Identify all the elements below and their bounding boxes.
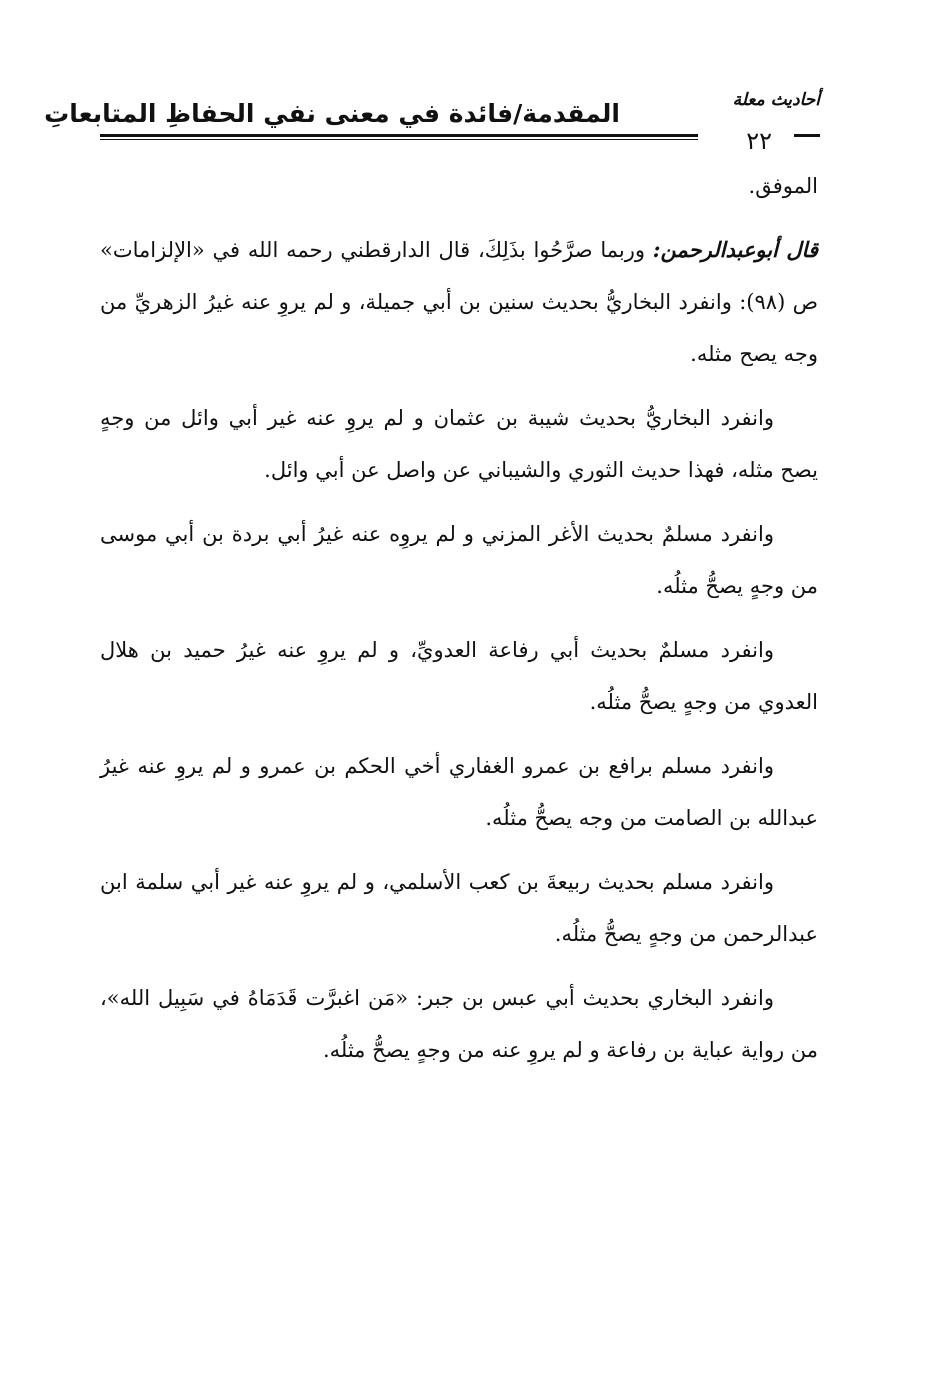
header-rule (100, 134, 698, 140)
paragraph-6: وانفرد مسلم بحديث ربيعةَ بن كعب الأسلمي، و لم يروِ عنه غير أبي سلمة ابن عبدالرحمن من وجهٍ يصحُّ مثلُه. (100, 870, 818, 946)
paragraph-1 (100, 224, 818, 380)
paragraph-2: وانفرد البخاريُّ بحديث شيبة بن عثمان و لم يروِ عنه غير أبي وائل من وجهٍ يصح مثله، فهذا حديث الثوري والشيباني عن واصل عن أبي وائل. (100, 406, 818, 482)
paragraph-1-text: وربما صرَّحُوا بذَلِكَ، قال الدارقطني رحمه الله في «الإلزامات» ص (٩٨): وانفرد البخاريُّ بحديث سنين بن أبي جميلة، و لم يروِ عنه غيرُ الزهريِّ من وجه يصح مثله. (100, 238, 818, 366)
paragraph-7: وانفرد البخاري بحديث أبي عبس بن جبر: «مَن اغبرَّت قَدَمَاهُ في سَبِيل الله»، من رواية عباية بن رفاعة و لم يروِ عنه من وجهٍ يصحُّ مثلُه. (100, 986, 818, 1062)
header-rule-short (794, 134, 820, 137)
paragraph-continuation: الموفق. (748, 174, 818, 198)
paragraph-3: وانفرد مسلمٌ بحديث الأغر المزني و لم يروِه عنه غيرُ أبي بردة بن أبي موسى من وجهٍ يصحُّ مثلُه. (100, 522, 818, 598)
body-text (100, 160, 818, 1076)
paragraph-4: وانفرد مسلمٌ بحديث أبي رفاعة العدويِّ، و لم يروِ عنه غيرُ حميد بن هلال العدوي من وجهٍ يصحُّ مثلُه. (100, 638, 818, 714)
chapter-title: المقدمة/فائدة في معنى نفي الحفاظِ المتابعاتِ (44, 99, 620, 128)
paragraph-5: وانفرد مسلم برافع بن عمرو الغفاري أخي الحكم بن عمرو و لم يروِ عنه غيرُ عبدالله بن الصامت من وجه يصحُّ مثلُه. (100, 754, 818, 830)
series-title: أحاديث معلة (732, 90, 820, 110)
author-lead: قال أبوعبدالرحمن: (652, 237, 818, 262)
running-header (44, 86, 820, 156)
page-number: ٢٢ (746, 127, 772, 155)
